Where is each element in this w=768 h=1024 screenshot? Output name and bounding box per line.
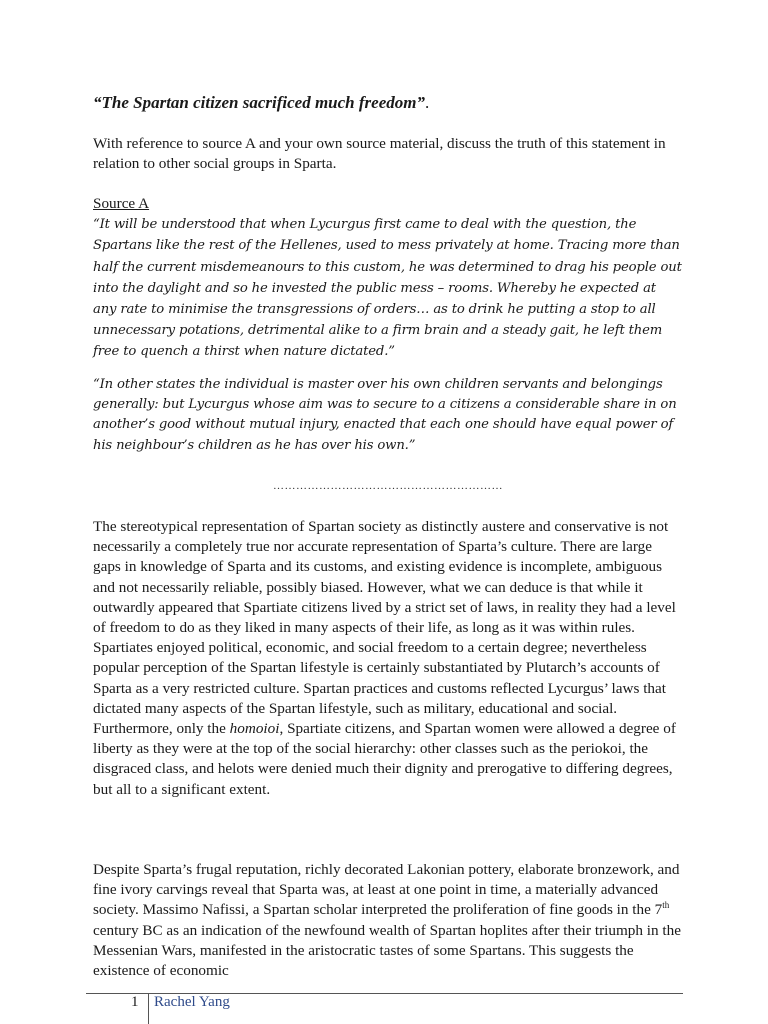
body-paragraph-2 bbox=[93, 860, 683, 981]
source-a-quote-1: “It will be understood that when Lycurgus first came to deal with the question, the Spartans like the rest of the Hellenes, used to mess privately at home. Tracing more than half the current misdemeanours to this custom, he was determined to drag his people out into the daylight and so he invested the public mess – rooms. Whereby he expected at any rate to minimise the transgressions of orders… as to drink he putting a stop to all unnecessary potations, detrimental alike to a firm brain and a steady gait, he left them free to quench a thirst when nature dictated.” bbox=[93, 217, 682, 360]
body-paragraph-1-text-a: The stereotypical representation of Spartan society as distinctly austere and conservative is not necessarily a completely true nor accurate representation of Sparta’s culture. There are large gaps in knowledge of Sparta and its customs, and existing evidence is incomplete, ambiguous and not necessarily reliable, possibly biased. However, what we can deduce is that while it outwardly appeared that Spartiate citizens lived by a strict set of laws, in reality they had a level of freedom to do as they liked in many aspects of their life, as long as it was within rules. Spartiates enjoyed political, economic, and social freedom to a certain degree; nevertheless popular perception of the Spartan lifestyle is certainly substantiated by Plutarch’s accounts of Sparta as a very restricted culture. Spartan practices and customs reflected Lycurgus’ laws that dictated many aspects of the Spartan lifestyle, such as military, educational and social. Furthermore, only the bbox=[93, 518, 676, 738]
essay-question: With reference to source A and your own source material, discuss the truth of this statement in relation to other social groups in Sparta. bbox=[93, 135, 666, 173]
title-quote: “The Spartan citizen sacrificed much freedom” bbox=[93, 93, 425, 112]
essay-title bbox=[93, 93, 429, 113]
source-a-label: Source A bbox=[93, 195, 150, 212]
footer-divider bbox=[148, 994, 149, 1024]
source-a-quote-2: “In other states the individual is master over his own children servants and belongings generally: but Lycurgus whose aim was to secure to a citizens a considerable share in on another’s good without mutual injury, enacted that each one should have equal power of his neighbour’s children as he has over his own.” bbox=[93, 377, 677, 453]
body-paragraph-1 bbox=[93, 517, 683, 800]
footer-author: Rachel Yang bbox=[154, 994, 230, 1010]
homoioi-term: homoioi bbox=[229, 720, 280, 738]
ordinal-superscript: th bbox=[662, 900, 670, 911]
source-a-block bbox=[93, 194, 683, 363]
body-paragraph-1-text-b: , Spartiate citizens, and Spartan women were allowed a degree of liberty as they were at the top of the social hierarchy: other classes such as the periokoi, the disgraced class, and helots were denied much their dignity and prerogative to differing degrees, but all to a significant extent. bbox=[93, 720, 676, 798]
body-paragraph-2-text-a: Despite Sparta’s frugal reputation, richly decorated Lakonian pottery, elaborate bronzework, and fine ivory carvings reveal that Sparta was, at least at one point in time, a materially advanced society. Massimo Nafissi, a Spartan scholar interpreted the proliferation of fine goods in the 7 bbox=[93, 861, 680, 919]
title-trail: . bbox=[424, 93, 430, 112]
section-separator: …………………………………………………… bbox=[273, 480, 503, 492]
page-number: 1 bbox=[131, 994, 139, 1010]
body-paragraph-2-text-b: century BC as an indication of the newfound wealth of Spartan hoplites after their triumph in the Messenian Wars, manifested in the aristocratic tastes of some Spartans. This suggests the existence of economic bbox=[93, 921, 681, 980]
